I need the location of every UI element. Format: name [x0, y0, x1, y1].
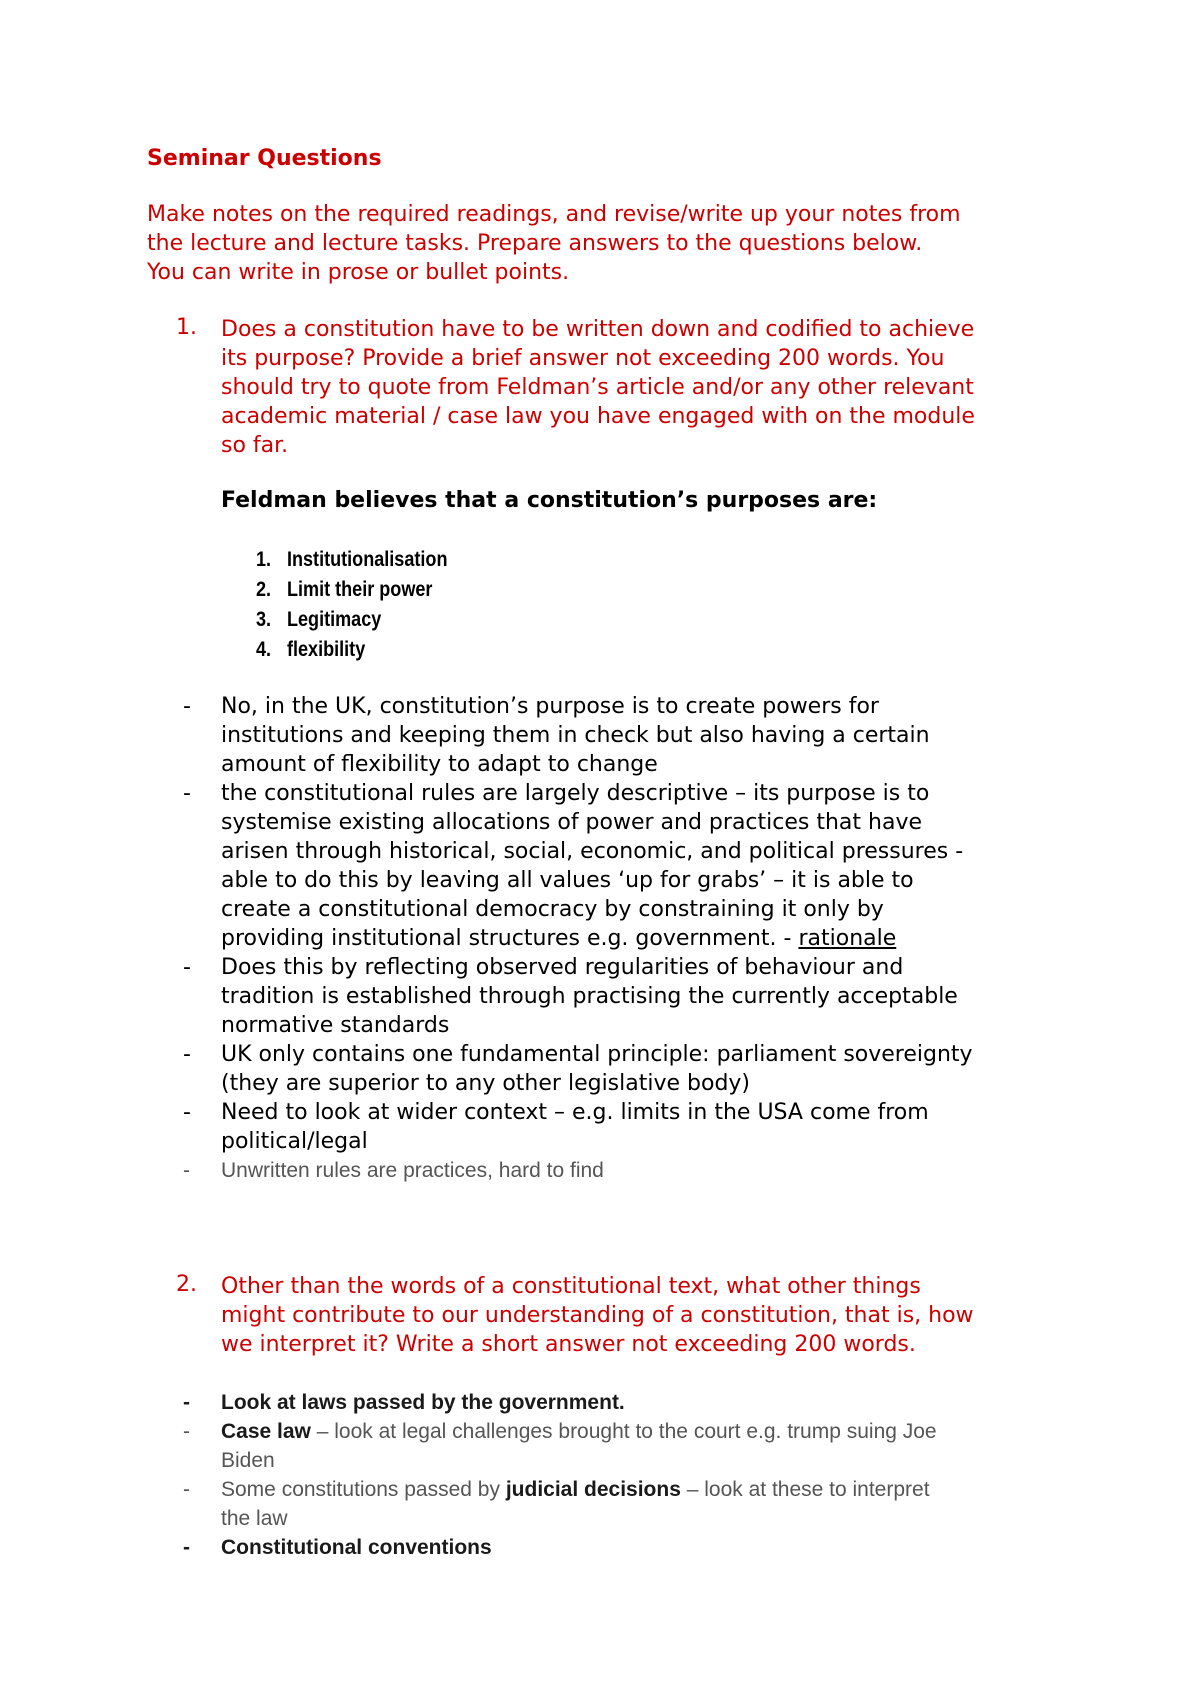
feldman-heading: Feldman believes that a constitution’s purposes are:: [221, 488, 878, 513]
bold-term: Case law: [221, 1420, 311, 1443]
list-text: Legitimacy: [286, 608, 382, 631]
bullet-line: systemise existing allocations of power and practices that have: [221, 810, 922, 835]
list-item: [256, 635, 447, 665]
dash-marker: -: [183, 1420, 190, 1443]
bullet-item: [147, 1156, 1107, 1185]
question-line: might contribute to our understanding of a constitution, that is, how: [221, 1303, 974, 1328]
dash-marker: -: [183, 1042, 191, 1067]
bullet-line: UK only contains one fundamental principle: parliament sovereignty: [221, 1042, 973, 1067]
list-item: [256, 605, 447, 635]
list-item: [256, 545, 447, 575]
intro-line: You can write in prose or bullet points.: [147, 260, 570, 285]
bullet-line: Does this by reflecting observed regularities of behaviour and: [221, 955, 904, 980]
dash-marker: -: [183, 1391, 190, 1414]
bullet-line: the constitutional rules are largely descriptive – its purpose is to: [221, 781, 930, 806]
answer-1-list: [147, 692, 1107, 1185]
underlined-word: rationale: [798, 926, 897, 951]
intro-paragraph: [147, 200, 1087, 287]
list-number: 3.: [256, 608, 272, 631]
question-line: its purpose? Provide a brief answer not exceeding 200 words. You: [221, 346, 945, 371]
bullet-line: Constitutional conventions: [221, 1536, 492, 1559]
bullet-line: Look at laws passed by the government.: [221, 1391, 625, 1414]
bullet-text: – look at legal challenges brought to the court e.g. trump suing Joe: [310, 1420, 937, 1443]
question-line: we interpret it? Write a short answer not exceeding 200 words.: [221, 1332, 916, 1357]
list-text: Limit their power: [286, 578, 433, 601]
bullet-item: [147, 953, 1107, 1040]
dash-marker: -: [183, 1478, 190, 1501]
bullet-item: [147, 1040, 1107, 1098]
intro-line: Make notes on the required readings, and revise/write up your notes from: [147, 202, 961, 227]
bullet-item: [147, 1098, 1107, 1156]
bullet-line: (they are superior to any other legislative body): [221, 1071, 751, 1096]
bullet-line: arisen through historical, social, economic, and political pressures -: [221, 839, 964, 864]
question-1-number: 1.: [176, 315, 197, 340]
question-line: Other than the words of a constitutional text, what other things: [221, 1274, 921, 1299]
question-2-text: [221, 1272, 1101, 1359]
bullet-line: institutions and keeping them in check but also having a certain: [221, 723, 930, 748]
bold-term: judicial decisions: [505, 1478, 681, 1501]
question-line: should try to quote from Feldman’s article and/or any other relevant: [221, 375, 974, 400]
bullet-item: [147, 1533, 1107, 1562]
dash-marker: -: [183, 694, 191, 719]
question-2-number: 2.: [176, 1272, 197, 1297]
question-line: Does a constitution have to be written down and codified to achieve: [221, 317, 975, 342]
bullet-line: Biden: [221, 1449, 275, 1472]
dash-marker: -: [183, 955, 191, 980]
page-title: Seminar Questions: [147, 146, 382, 171]
dash-marker: -: [183, 1100, 191, 1125]
bullet-text: – look at these to interpret: [680, 1478, 930, 1501]
bullet-line: political/legal: [221, 1129, 368, 1154]
bullet-line: able to do this by leaving all values ‘up for grabs’ – it is able to: [221, 868, 914, 893]
bullet-item: [147, 692, 1107, 779]
list-number: 2.: [256, 578, 272, 601]
dash-marker: -: [183, 1159, 190, 1182]
list-number: 4.: [256, 638, 272, 661]
bullet-text: providing institutional structures e.g. government. -: [221, 926, 799, 951]
question-line: so far.: [221, 433, 289, 458]
bullet-item: [147, 1475, 1107, 1533]
bullet-line: [221, 1475, 1107, 1504]
bullet-item: [147, 779, 1107, 953]
bullet-line: No, in the UK, constitution’s purpose is to create powers for: [221, 694, 879, 719]
bullet-text: Some constitutions passed by: [221, 1478, 506, 1501]
list-text: flexibility: [286, 638, 366, 661]
bullet-line: create a constitutional democracy by constraining it only by: [221, 897, 884, 922]
list-item: [256, 575, 447, 605]
bullet-line: Need to look at wider context – e.g. limits in the USA come from: [221, 1100, 929, 1125]
bullet-line: [221, 924, 1107, 953]
bullet-line: the law: [221, 1507, 288, 1530]
bullet-line: normative standards: [221, 1013, 450, 1038]
question-line: academic material / case law you have engaged with on the module: [221, 404, 975, 429]
bullet-item: [147, 1388, 1107, 1417]
bullet-line: tradition is established through practising the currently acceptable: [221, 984, 958, 1009]
list-number: 1.: [256, 548, 272, 571]
bullet-line: [221, 1417, 1107, 1446]
list-text: Institutionalisation: [286, 548, 448, 571]
bullet-line: Unwritten rules are practices, hard to find: [221, 1159, 604, 1182]
intro-line: the lecture and lecture tasks. Prepare answers to the questions below.: [147, 231, 923, 256]
question-1-text: [221, 315, 1101, 460]
dash-marker: -: [183, 1536, 190, 1559]
dash-marker: -: [183, 781, 191, 806]
purposes-list: [256, 545, 447, 665]
bullet-item: [147, 1417, 1107, 1475]
bullet-line: amount of flexibility to adapt to change: [221, 752, 658, 777]
answer-2-list: [147, 1388, 1107, 1562]
